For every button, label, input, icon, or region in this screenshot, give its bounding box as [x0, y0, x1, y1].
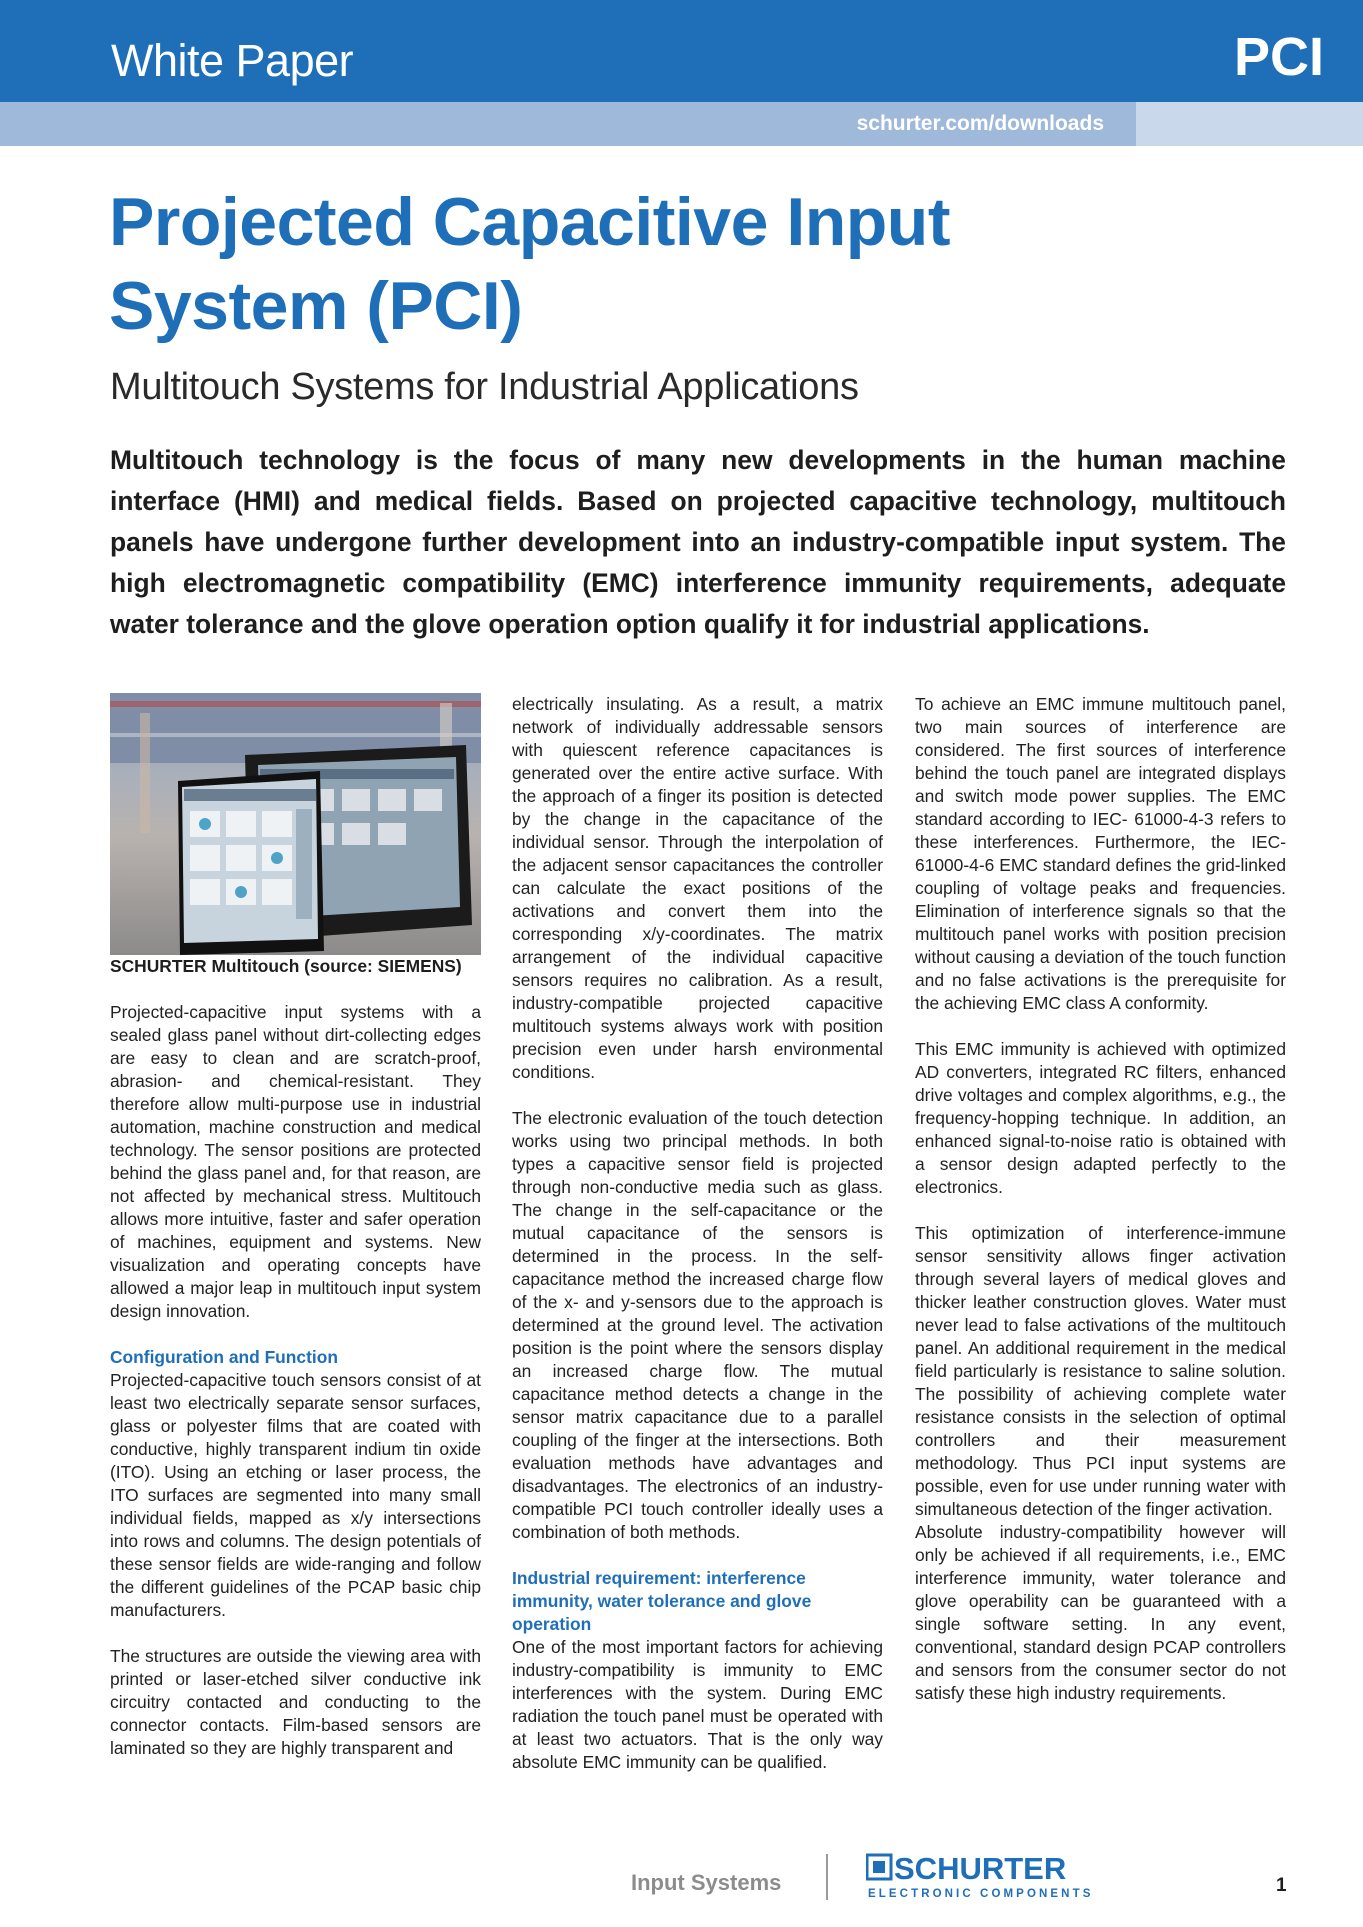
page-title: [109, 180, 1249, 348]
body-paragraph: Projected-capacitive input systems with a sealed glass panel without dirt-collecting edges are easy to clean and are scratch-proof, abrasion- and chemical-resistant. They therefore allow multi-purpose use in industrial automation, machine construction and medical technology. The sensor positions are protected behind the glass panel and, for that reason, are not affected by mechanical stress. Multitouch allows more intuitive, faster and safer operation of machines, equipment and systems. New visualization and operating concepts have allowed a major leap in multitouch input system design innovation.: [110, 1002, 481, 1321]
page-title-line-2: System (PCI): [109, 268, 523, 344]
body-paragraph: One of the most important factors for achieving industry-compatibility is immunity to EMC interferences with the system. During EMC radiation the touch panel must be operated with at least two actuators. That is the only way absolute EMC immunity can be qualified.: [512, 1637, 883, 1772]
multitouch-panels-image: [110, 693, 481, 955]
body-paragraph: To achieve an EMC immune multitouch panel, two main sources of interference are considered. The first sources of interference behind the touch panel are integrated displays and switch mode power supplies. The EMC standard according to IEC- 61000-4-3 refers to these interferences. Furthermore, the IEC-61000-4-6 EMC standard defines the grid-linked coupling of voltage peaks and frequencies. Elimination of interference signals so that the multitouch panel works with position precision without causing a deviation of the touch function and no false activations is the prerequisite for the achieving EMC class A conformity.: [915, 694, 1286, 1013]
product-photo: [110, 693, 481, 955]
logo-wordmark: SCHURTER: [894, 1852, 1067, 1886]
header-subbar-accent: [1136, 102, 1363, 146]
footer-divider: [826, 1854, 828, 1900]
body-paragraph: Absolute industry-compatibility however will only be achieved if all requirements, i.e., EMC interference immunity, water tolerance and glove operability can be guaranteed with a single software setting. In any event, conventional, standard design PCAP controllers and sensors from the consumer sector do not satisfy these high industry requirements.: [915, 1522, 1286, 1703]
column-1: [110, 693, 481, 1760]
body-paragraph: This EMC immunity is achieved with optimized AD converters, integrated RC filters, enhanced drive voltages and complex algorithms, e.g., the frequency-hopping technique. In addition, an enhanced signal-to-noise ratio is obtained with a sensor design adapted perfectly to the electronics.: [915, 1039, 1286, 1197]
page-number: 1: [1276, 1875, 1287, 1896]
column-2: [512, 693, 883, 1774]
lead-paragraph: Multitouch technology is the focus of many new developments in the human machine interface (HMI) and medical fields. Based on projected capacitive technology, multitouch panels have undergone further development into an industry-compatible input system. The high electromagnetic compatibility (EMC) interference immunity requirements, adequate water tolerance and the glove operation option qualify it for industrial applications.: [110, 445, 1286, 639]
body-paragraph: The electronic evaluation of the touch detection works using two principal methods. In both types a capacitive sensor field is projected through non-conductive media such as glass. The change in the self-capacitance or the mutual capacitance of the sensors is determined in the process. In the self-capacitance method the increased charge flow of the x- and y-sensors due to the approach is determined at the ground level. The activation position is the point where the sensors display an increased charge flow. The mutual capacitance method detects a change in the sensor matrix capacitance due to a parallel coupling of the finger at the intersections. Both evaluation methods have advantages and disadvantages. The electronics of an industry-compatible PCI touch controller ideally uses a combination of both methods.: [512, 1108, 883, 1542]
section-heading-industrial-requirement: Industrial requirement: interference immunity, water tolerance and glove operation: [512, 1568, 812, 1634]
footer-category-label: Input Systems: [631, 1870, 782, 1895]
body-paragraph: electrically insulating. As a result, a matrix network of individually addressable sensors with quiescent reference capacitances is generated over the entire active surface. With the approach of a finger its position is detected by the change in the capacitance of the individual sensor. Through the interpolation of the adjacent sensor capacitances the controller can calculate the exact positions of the activations and convert them into the corresponding x/y-coordinates. The matrix arrangement of the individual capacitive sensors requires no calibration. As a result, industry-compatible projected capacitive multitouch systems always work with position precision even under harsh environmental conditions.: [512, 694, 883, 1082]
body-paragraph: This optimization of interference-immune sensor sensitivity allows finger activation through several layers of medical gloves and thicker leather construction gloves. Water must never lead to false activations of the multitouch panel. An additional requirement in the medical field particularly is resistance to saline solution. The possibility of achieving complete water resistance consists in the selection of optimal controllers and their measurement methodology. Thus PCI input systems are possible, even for use under running water with simultaneous detection of the finger activation.: [915, 1223, 1286, 1519]
body-paragraph: Projected-capacitive touch sensors consist of at least two electrically separate sensor surfaces, glass or polyester films that are coated with conductive, highly transparent indium tin oxide (ITO). Using an etching or laser process, the ITO surfaces are segmented into many small individual fields, mapped as x/y intersections into rows and columns. The design potentials of these sensor fields are wide-ranging and follow the different guidelines of the PCAP basic chip manufacturers.: [110, 1370, 481, 1620]
page-subtitle: Multitouch Systems for Industrial Applications: [110, 366, 859, 408]
page-title-line-1: Projected Capacitive Input: [109, 184, 950, 260]
downloads-link[interactable]: schurter.com/downloads: [856, 112, 1104, 135]
document-type-label: White Paper: [111, 35, 354, 86]
schurter-logo: [866, 1852, 1098, 1902]
product-code-label: PCI: [1233, 27, 1324, 87]
section-heading-configuration: Configuration and Function: [110, 1347, 338, 1367]
figure-caption: SCHURTER Multitouch (source: SIEMENS): [110, 956, 462, 976]
body-paragraph: The structures are outside the viewing area with printed or laser-etched silver conductive ink circuitry contacted and conducting to the connector contacts. Film-based sensors are laminated so they are highly transparent and: [110, 1646, 481, 1758]
column-3: [915, 693, 1286, 1705]
logo-tagline: ELECTRONIC COMPONENTS: [868, 1888, 1094, 1900]
